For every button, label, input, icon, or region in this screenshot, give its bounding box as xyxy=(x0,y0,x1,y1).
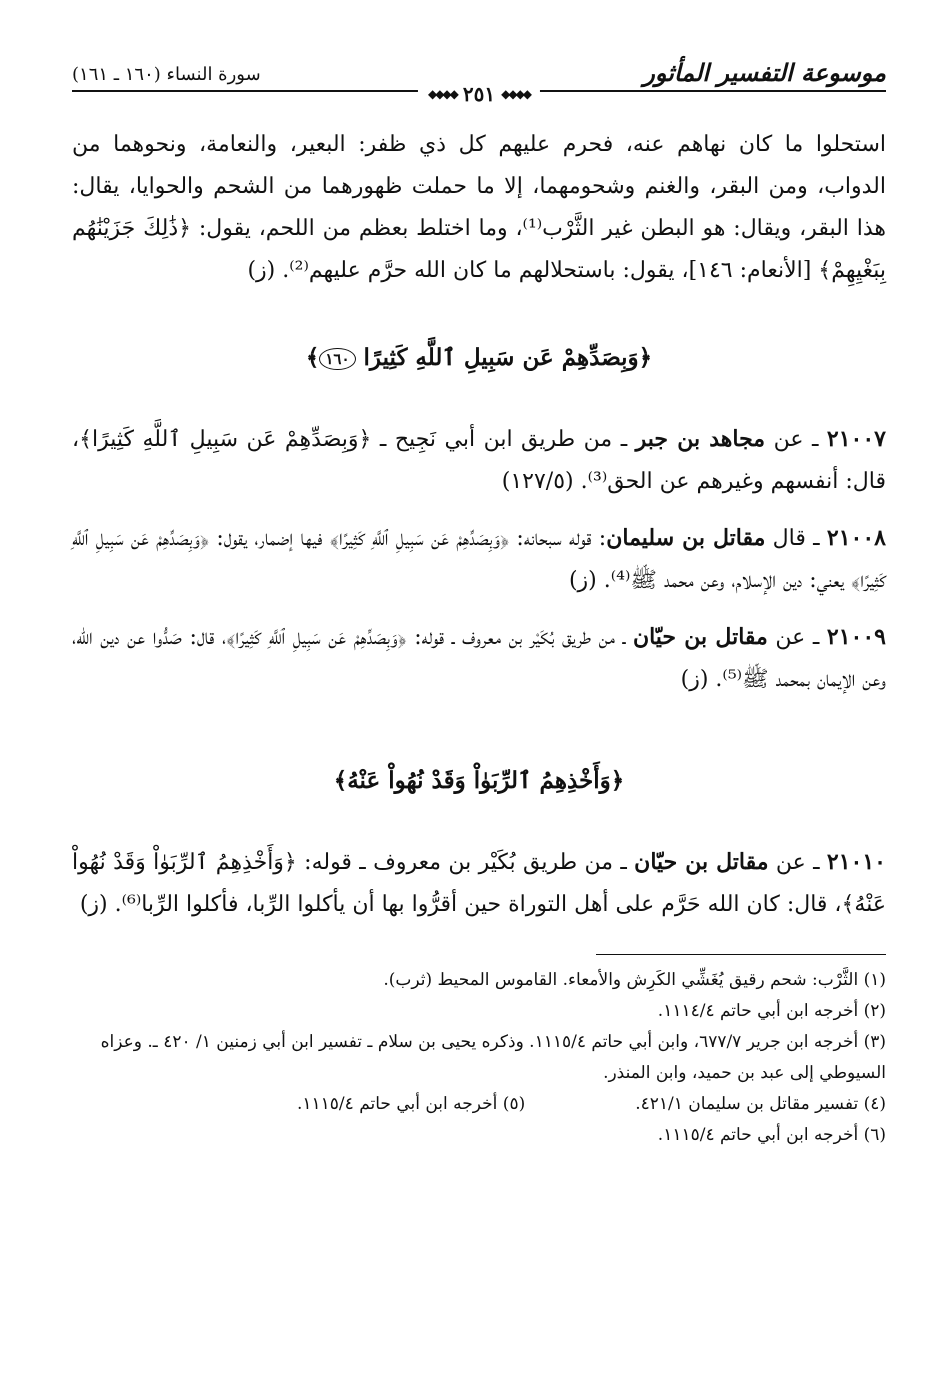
ornament-left-icon: ◆◆◆◆ xyxy=(427,87,457,101)
entry-author: مقاتل بن حيّان xyxy=(634,849,769,875)
entry-number: ٢١٠٠٩ xyxy=(826,624,886,650)
narrations-section-2 xyxy=(72,841,886,926)
footnote-2: (٢) أخرجه ابن أبي حاتم ١١١٤/٤. xyxy=(657,1001,886,1021)
footnote-row-4-5 xyxy=(72,1089,886,1120)
entry-number: ٢١٠٠٨ xyxy=(826,525,886,551)
ayah-number-icon: ١٦٠ xyxy=(319,348,355,370)
narration-entry xyxy=(72,616,886,701)
entry-author: مقاتل بن حيّان xyxy=(632,624,768,650)
entry-sep: ـ عن xyxy=(765,427,827,452)
ornament-right-icon: ◆◆◆◆ xyxy=(501,87,531,101)
narration-entry xyxy=(72,418,886,503)
narration-entry xyxy=(72,841,886,926)
verse-close: ﴾ xyxy=(305,344,320,371)
verse-heading-160 xyxy=(72,332,886,384)
footnote-divider xyxy=(596,954,886,955)
footnotes xyxy=(72,965,886,1151)
footnote-3: (٣) أخرجه ابن جرير ٦٧٧/٧، وابن أبي حاتم ١١١٥/٤. وذكره يحيى بن سلام ـ تفسير ابن أبي زمنين ١/ ٤٢٠ ـ. وعزاه السيوطي إلى عبد بن حميد، وابن المنذر. xyxy=(100,1032,886,1083)
entry-text: ـ من طريق بُكَيْر بن معروف ـ قوله: ﴿وَبِصَدِّهِمْ عَن سَبِيلِ ٱللَّهِ كَثِيرًا﴾، قال: صَدُّوا عن دين الله، وعن الإيمان بمحمد ﷺ⁽⁵⁾. (ز) xyxy=(72,625,886,692)
page-header xyxy=(72,50,886,108)
intro-paragraph: استحلوا ما كان نهاهم عنه، فحرم عليهم كل ذي ظفر: البعير، والنعامة، ونحوهما من الدواب، ومن البقر، والغنم وشحومهما، إلا ما حملت ظهورهما من الشحم والحوايا، يقال: هذا البقر، ويقال: هو البطن غير الثَّرْب⁽¹⁾، وما اختلط بعظم من اللحم، يقول: ﴿ذَٰلِكَ جَزَيْنَٰهُم بِبَغْيِهِمْ﴾ [الأنعام: ١٤٦]، يقول: باستحلالهم ما كان الله حرَّم عليهم⁽²⁾. (ز) xyxy=(72,132,886,283)
entry-number: ٢١٠١٠ xyxy=(826,849,886,875)
footnote-1: (١) الثَّرْب: شحم رقيق يُغَشِّي الكَرِش والأمعاء. القاموس المحيط (ثرب). xyxy=(383,970,886,990)
verse-heading-161: ﴿وَأَخْذِهِمُ ٱلرِّبَوٰاْ وَقَدْ نُهُواْ عَنْهُ﴾ xyxy=(333,767,625,794)
footnote-6: (٦) أخرجه ابن أبي حاتم ١١١٥/٤. xyxy=(657,1125,886,1145)
entry-author: مقاتل بن سليمان xyxy=(606,525,766,551)
footnote-5: (٥) أخرجه ابن أبي حاتم ١١١٥/٤. xyxy=(297,1094,526,1114)
entry-sep: ـ عن xyxy=(768,850,827,875)
page-number: ٢٥١ xyxy=(462,82,496,106)
entry-sep: ـ عن xyxy=(767,625,827,650)
entry-text: : قوله سبحانه: ﴿وَبِصَدِّهِمْ عَن سَبِيلِ ٱللَّهِ كَثِيرًا﴾ فيها إضمار، يقول: ﴿وَبِصَدِّهِمْ عَن سَبِيلِ ٱللَّهِ كَثِيرًا﴾ يعني: دين الإسلام، وعن محمد ﷺ⁽⁴⁾. (ز) xyxy=(72,526,886,593)
surah-title: سورة النساء (١٦٠ ـ ١٦١) xyxy=(72,64,261,85)
entry-sep: ـ قال xyxy=(765,526,827,551)
verse-text: ﴿وَبِصَدِّهِمْ عَن سَبِيلِ ٱللَّهِ كَثِيرًا xyxy=(363,344,653,371)
entry-text: ـ من طريق ابن أبي نَجِيح ـ ﴿وَبِصَدِّهِمْ عَن سَبِيلِ ٱللَّهِ كَثِيرًا﴾، قال: أنفسهم وغيرهم عن الحق⁽³⁾. (١٢٧/٥) xyxy=(72,427,886,494)
page-number-box xyxy=(418,82,540,106)
footnote-4: (٤) تفسير مقاتل بن سليمان ٤٢١/١. xyxy=(635,1094,886,1114)
entry-author: مجاهد بن جبر xyxy=(635,426,766,452)
entry-number: ٢١٠٠٧ xyxy=(826,426,886,452)
book-title: موسوعة التفسير المأثور xyxy=(643,58,886,87)
book-page xyxy=(72,50,886,1350)
narrations-section-1 xyxy=(72,418,886,701)
narration-entry xyxy=(72,517,886,602)
entry-text: ـ من طريق بُكَيْر بن معروف ـ قوله: ﴿وَأَخْذِهِمُ ٱلرِّبَوٰاْ وَقَدْ نُهُواْ عَنْهُ﴾، قال: كان الله حَرَّم على أهل التوراة حين أقرُّوا بها أن يأكلوا الرِّبا، فأكلوا الرِّبا⁽⁶⁾. (ز) xyxy=(72,850,886,917)
